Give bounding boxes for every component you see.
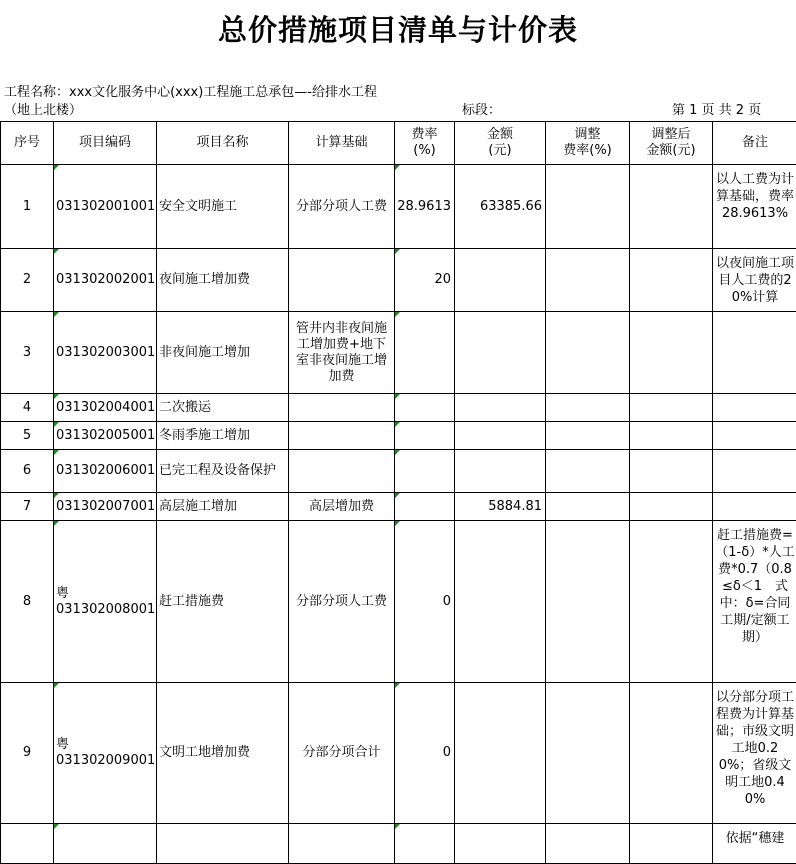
section-label: 标段：	[462, 103, 501, 118]
cell-adj-rate	[546, 422, 630, 450]
cell-note: 以人工费为计算基础，费率28.9613%	[713, 165, 796, 249]
header-no: 序号	[1, 122, 54, 165]
cell-amount	[455, 521, 546, 683]
cell-amount: 5884.81	[455, 493, 546, 521]
cell-note: 以夜间施工项目人工费的20%计算	[713, 249, 796, 312]
cell-base	[289, 394, 395, 422]
cell-base	[289, 450, 395, 493]
cell-amount	[455, 422, 546, 450]
cell-adj-rate	[546, 249, 630, 312]
cell-adj-amount	[630, 394, 713, 422]
cell-rate: 20	[395, 249, 455, 312]
cell-amount	[455, 450, 546, 493]
cell-amount	[455, 824, 546, 864]
cell-rate: 28.9613	[395, 165, 455, 249]
cell-adj-amount	[630, 683, 713, 824]
cell-note	[713, 394, 796, 422]
project-name-cont: （地上北楼）	[4, 103, 82, 118]
cell-base	[289, 422, 395, 450]
cell-name: 已完工程及设备保护	[157, 450, 289, 493]
header-amount: 金额 (元)	[455, 122, 546, 165]
table-row	[1, 683, 796, 824]
cell-name	[157, 824, 289, 864]
cell-name: 非夜间施工增加	[157, 312, 289, 394]
header-base: 计算基础	[289, 122, 395, 165]
cell-no: 4	[1, 394, 54, 422]
cell-base	[289, 249, 395, 312]
document-title: 总价措施项目清单与计价表	[0, 8, 796, 49]
cell-adj-rate	[546, 493, 630, 521]
cell-base: 高层增加费	[289, 493, 395, 521]
cell-no: 6	[1, 450, 54, 493]
cell-rate	[395, 824, 455, 864]
cell-name: 冬雨季施工增加	[157, 422, 289, 450]
project-name: 工程名称：xxx文化服务中心(xxx)工程施工总承包—-给排水工程	[4, 85, 377, 100]
table-row	[1, 394, 796, 422]
cell-code: 031302001001	[54, 165, 157, 249]
cell-code: 031302005001	[54, 422, 157, 450]
header-code: 项目编码	[54, 122, 157, 165]
cell-note: 以分部分项工程费为计算基础；市级文明工地0.20%；省级文明工地0.40%	[713, 683, 796, 824]
table-row	[1, 521, 796, 683]
cell-amount	[455, 249, 546, 312]
cell-amount	[455, 312, 546, 394]
header-row	[1, 122, 796, 165]
cell-no: 5	[1, 422, 54, 450]
cell-name: 高层施工增加	[157, 493, 289, 521]
cell-amount	[455, 683, 546, 824]
cell-adj-amount	[630, 493, 713, 521]
cell-adj-amount	[630, 165, 713, 249]
cell-no: 2	[1, 249, 54, 312]
cell-adj-rate	[546, 394, 630, 422]
cell-adj-rate	[546, 312, 630, 394]
cell-rate	[395, 312, 455, 394]
cell-adj-amount	[630, 422, 713, 450]
header-adj-amount: 调整后 金额(元)	[630, 122, 713, 165]
cell-rate	[395, 422, 455, 450]
cell-base: 分部分项人工费	[289, 165, 395, 249]
page-info: 第 1 页 共 2 页	[672, 103, 761, 118]
cell-adj-rate	[546, 165, 630, 249]
cell-base: 分部分项合计	[289, 683, 395, 824]
cell-amount: 63385.66	[455, 165, 546, 249]
cell-name: 夜间施工增加费	[157, 249, 289, 312]
cell-adj-amount	[630, 521, 713, 683]
cell-note: 赶工措施费=（1-δ）*人工费*0.7（0.8≤δ＜1 式中：δ=合同工期/定额工期）	[713, 521, 796, 683]
cell-no: 8	[1, 521, 54, 683]
cell-code: 粤031302008001	[54, 521, 157, 683]
cell-name: 安全文明施工	[157, 165, 289, 249]
cell-rate	[395, 493, 455, 521]
cell-no: 9	[1, 683, 54, 824]
table-row	[1, 312, 796, 394]
cell-code: 031302002001	[54, 249, 157, 312]
cell-note	[713, 422, 796, 450]
cell-note	[713, 450, 796, 493]
cell-code: 031302003001	[54, 312, 157, 394]
cell-adj-amount	[630, 249, 713, 312]
cell-code: 031302006001	[54, 450, 157, 493]
cell-code: 031302004001	[54, 394, 157, 422]
cell-code: 031302007001	[54, 493, 157, 521]
cell-name: 二次搬运	[157, 394, 289, 422]
header-rate: 费率 (%)	[395, 122, 455, 165]
cell-adj-rate	[546, 683, 630, 824]
header-name: 项目名称	[157, 122, 289, 165]
cell-amount	[455, 394, 546, 422]
cell-adj-amount	[630, 824, 713, 864]
cell-no: 7	[1, 493, 54, 521]
cell-name: 赶工措施费	[157, 521, 289, 683]
cell-name: 文明工地增加费	[157, 683, 289, 824]
table-row	[1, 165, 796, 249]
table-row	[1, 824, 796, 864]
cell-code	[54, 824, 157, 864]
cell-base	[289, 824, 395, 864]
cell-no: 1	[1, 165, 54, 249]
header-note: 备注	[713, 122, 796, 165]
cell-adj-rate	[546, 521, 630, 683]
cell-adj-rate	[546, 824, 630, 864]
cell-adj-amount	[630, 312, 713, 394]
cell-note: 依据“穗建	[713, 824, 796, 864]
cell-rate	[395, 394, 455, 422]
cell-adj-amount	[630, 450, 713, 493]
cell-base: 分部分项人工费	[289, 521, 395, 683]
cell-note	[713, 312, 796, 394]
cell-no	[1, 824, 54, 864]
table-row	[1, 249, 796, 312]
cell-adj-rate	[546, 450, 630, 493]
cell-rate: 0	[395, 683, 455, 824]
cell-no: 3	[1, 312, 54, 394]
table-row	[1, 422, 796, 450]
measures-table	[0, 121, 796, 864]
cell-base: 管井内非夜间施工增加费+地下室非夜间施工增加费	[289, 312, 395, 394]
table-row	[1, 450, 796, 493]
header-adj-rate: 调整 费率(%)	[546, 122, 630, 165]
cell-rate	[395, 450, 455, 493]
table-row	[1, 493, 796, 521]
cell-rate: 0	[395, 521, 455, 683]
cell-note	[713, 493, 796, 521]
cell-code: 粤031302009001	[54, 683, 157, 824]
